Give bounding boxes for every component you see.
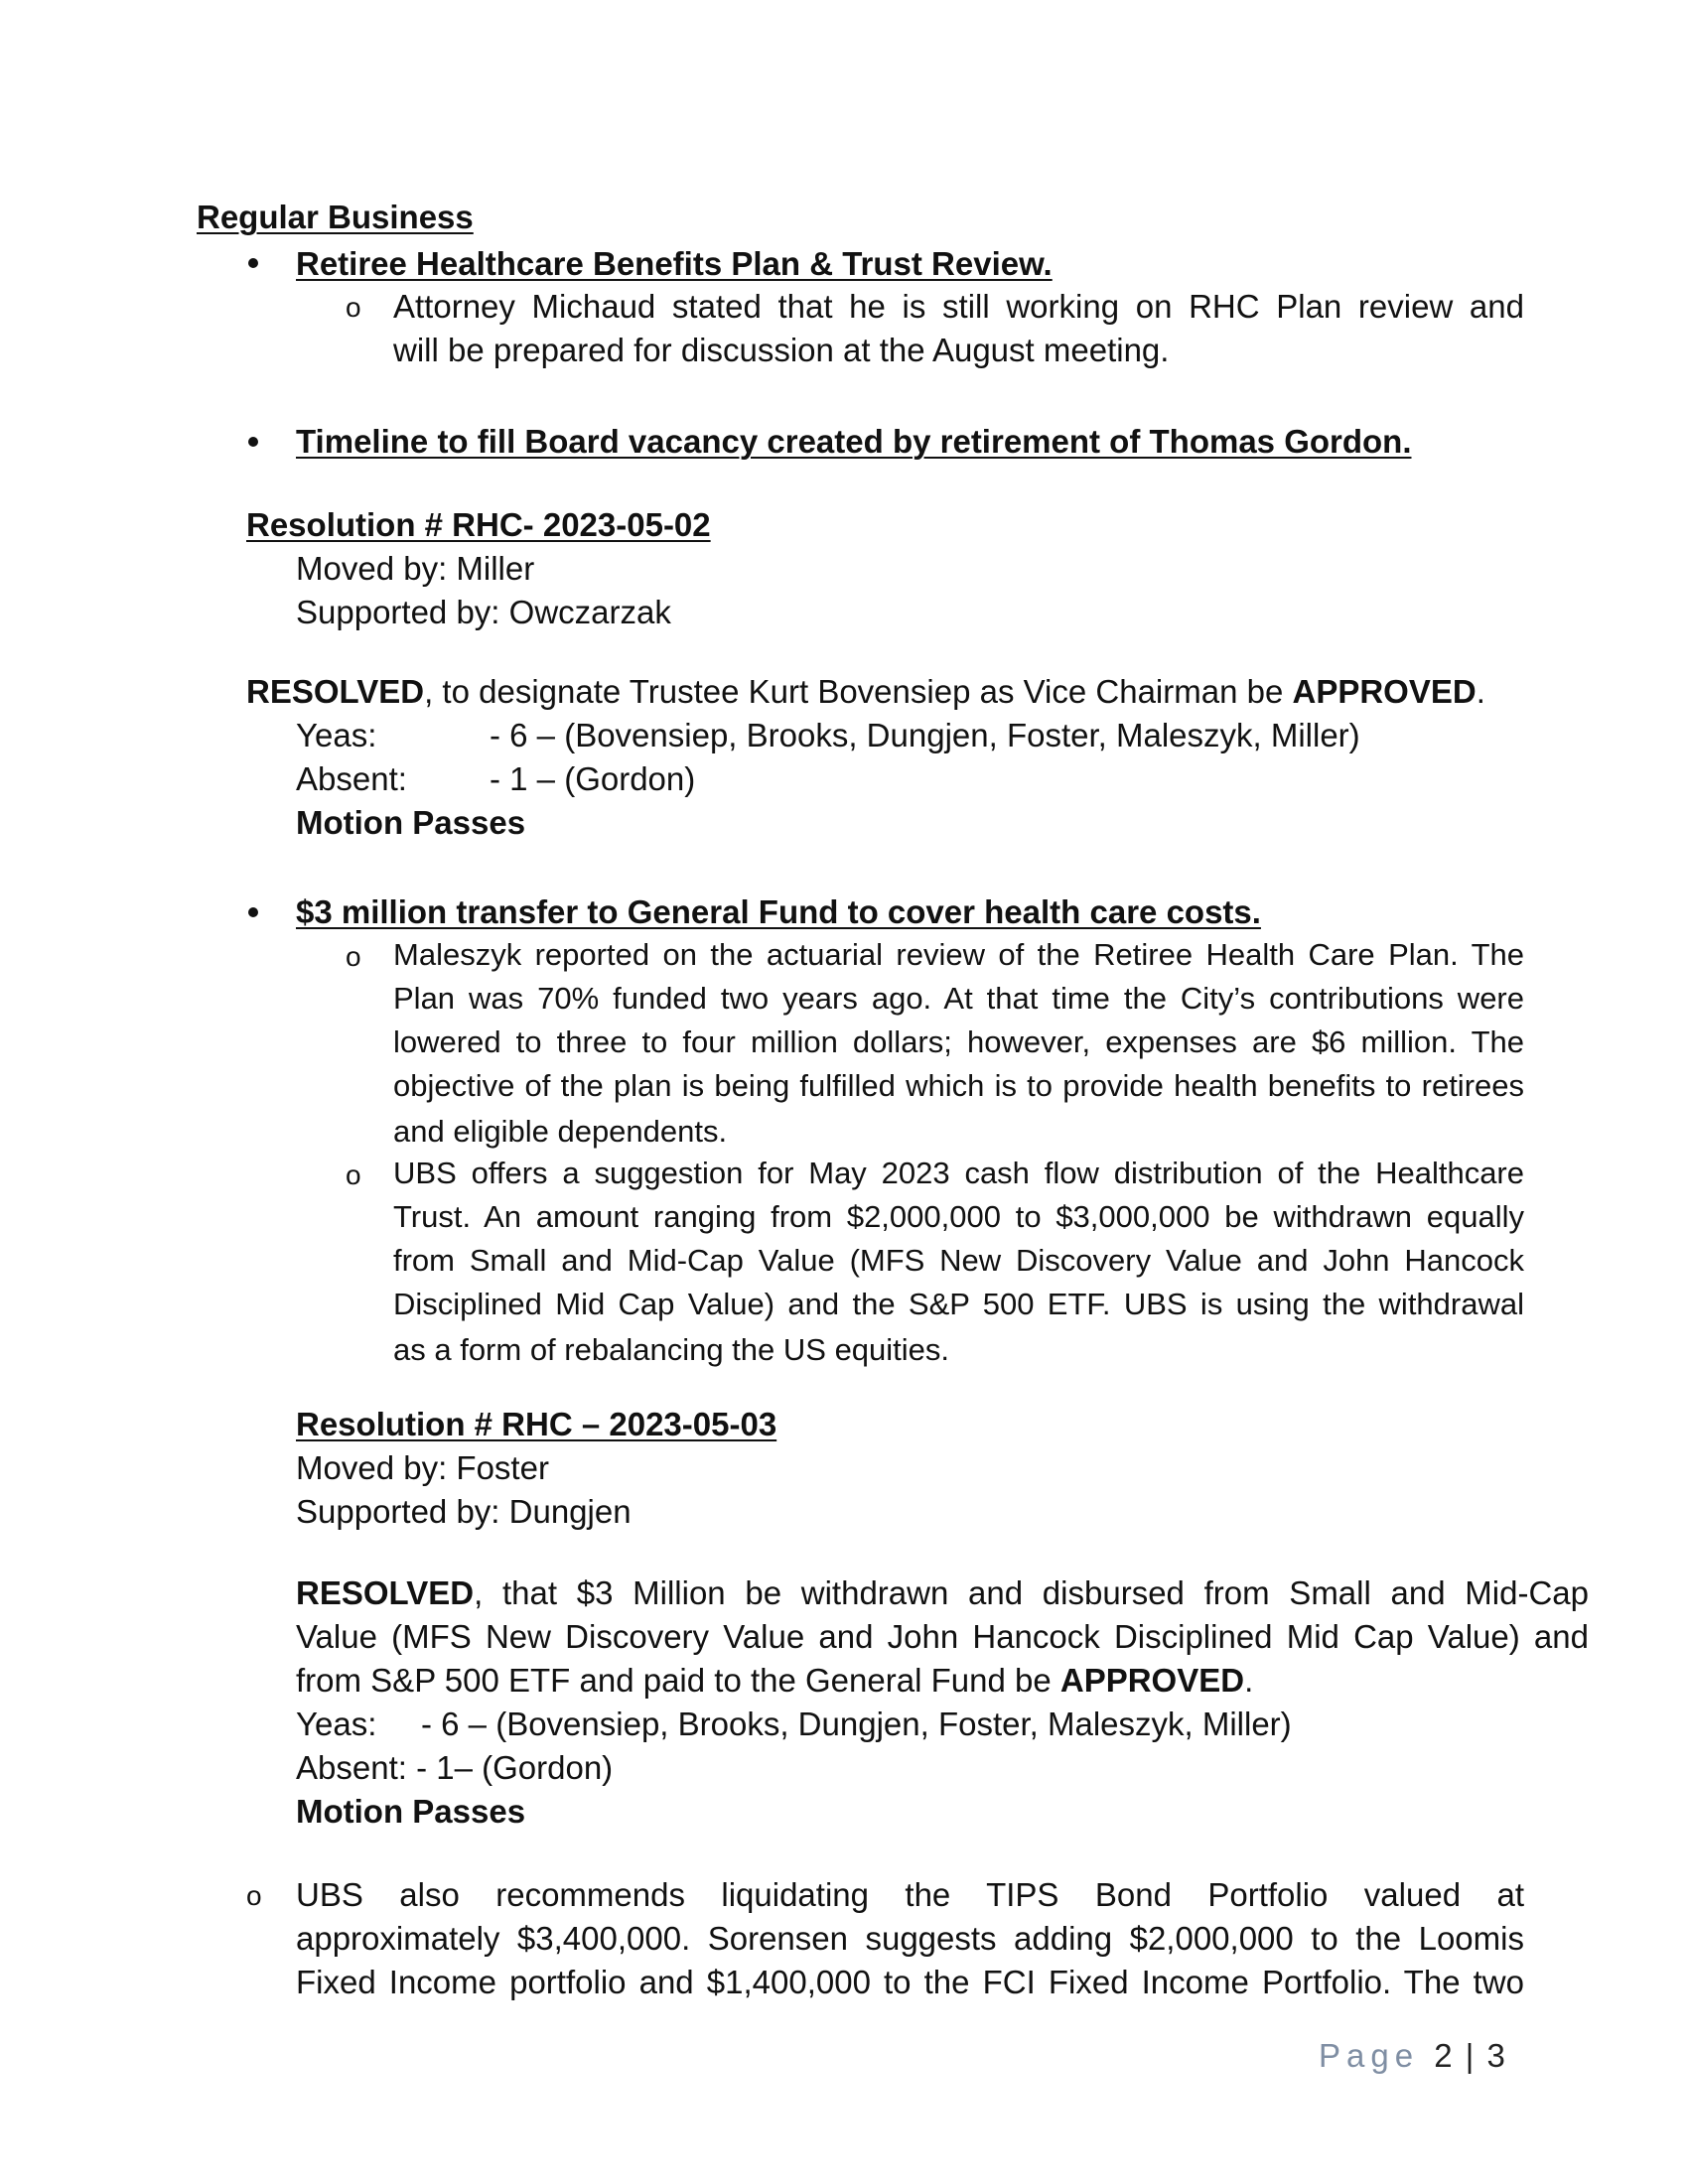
item-title-transfer: $3 million transfer to General Fund to cover health care costs.	[296, 893, 1261, 930]
moved-by: Moved by: Miller	[296, 550, 535, 587]
page-number: 2 | 3	[1434, 2037, 1507, 2074]
resolved-statement-line: Value (MFS New Discovery Value and John Hancock Disciplined Mid Cap Value) and	[296, 1618, 1589, 1655]
absent-value: - 1 – (Gordon)	[490, 760, 696, 797]
bullet-icon	[248, 907, 258, 917]
absent-label: Absent:	[296, 1749, 407, 1786]
paragraph-line: approximately $3,400,000. Sorensen suggests adding $2,000,000 to the Loomis	[296, 1920, 1524, 1957]
resolved-keyword: RESOLVED	[246, 673, 425, 710]
absent-line	[296, 1751, 613, 1784]
yeas-label: Yeas:	[296, 717, 377, 753]
paragraph-ubs-suggestion	[393, 1158, 1524, 1376]
paragraph-line: objective of the plan is being fulfilled which is to provide health benefits to retirees	[393, 1068, 1524, 1103]
supported-by: Supported by: Owczarzak	[296, 594, 671, 630]
resolution-number: Resolution # RHC – 2023-05-03	[296, 1406, 777, 1442]
resolved-statement-line	[296, 1576, 1589, 1609]
resolved-end: .	[1244, 1662, 1254, 1699]
paragraph-line: Trust. An amount ranging from $2,000,000 to $3,000,000 be withdrawn equally	[393, 1199, 1524, 1234]
paragraph-line: as a form of rebalancing the US equities.	[393, 1332, 950, 1367]
approved-keyword: APPROVED	[1292, 673, 1477, 710]
item-title-rhc-review: Retiree Healthcare Benefits Plan & Trust Review.	[296, 245, 1053, 282]
yeas-value: - 6 – (Bovensiep, Brooks, Dungjen, Foster, Maleszyk, Miller)	[421, 1706, 1292, 1742]
page-footer	[1319, 2037, 1507, 2075]
yeas-value: - 6 – (Bovensiep, Brooks, Dungjen, Foster, Maleszyk, Miller)	[490, 717, 1360, 753]
motion-result: Motion Passes	[296, 804, 526, 841]
paragraph-actuarial	[393, 939, 1524, 1158]
absent-value: - 1– (Gordon)	[416, 1749, 614, 1786]
resolved-text: , that $3 Million be withdrawn and disbursed from Small and Mid-Cap	[474, 1574, 1589, 1611]
sub-bullet-icon: o	[346, 1160, 361, 1190]
resolved-statement-line	[296, 1664, 1253, 1697]
absent-label: Absent:	[296, 760, 407, 797]
resolved-end: .	[1476, 673, 1485, 710]
bullet-icon	[248, 437, 258, 447]
resolved-text: , to designate Trustee Kurt Bovensiep as Vice Chairman be	[424, 673, 1293, 710]
paragraph-line: UBS also recommends liquidating the TIPS Bond Portfolio valued at	[296, 1876, 1524, 1913]
page-word: Page	[1319, 2037, 1420, 2074]
paragraph-line: and eligible dependents.	[393, 1114, 728, 1149]
paragraph-line: lowered to three to four million dollars; however, expenses are $6 million. The	[393, 1024, 1524, 1059]
motion-result: Motion Passes	[296, 1793, 526, 1830]
sub-bullet-icon: o	[346, 292, 361, 323]
paragraph-line: Fixed Income portfolio and $1,400,000 to the FCI Fixed Income Portfolio. The two	[296, 1964, 1524, 2000]
paragraph-line: from Small and Mid-Cap Value (MFS New Discovery Value and John Hancock	[393, 1243, 1524, 1278]
item-title-board-vacancy: Timeline to fill Board vacancy created by retirement of Thomas Gordon.	[296, 423, 1412, 460]
paragraph-line: Maleszyk reported on the actuarial review of the Retiree Health Care Plan. The	[393, 937, 1524, 972]
resolved-statement	[246, 675, 1485, 708]
supported-by: Supported by: Dungjen	[296, 1493, 632, 1530]
paragraph-line: Attorney Michaud stated that he is still working on RHC Plan review and	[393, 288, 1524, 325]
resolution-number: Resolution # RHC- 2023-05-02	[246, 506, 711, 543]
resolved-keyword: RESOLVED	[296, 1574, 475, 1611]
moved-by: Moved by: Foster	[296, 1449, 549, 1486]
paragraph-line: Disciplined Mid Cap Value) and the S&P 500 ETF. UBS is using the withdrawal	[393, 1287, 1524, 1321]
paragraph-line: will be prepared for discussion at the August meeting.	[393, 332, 1170, 368]
section-heading: Regular Business	[197, 199, 474, 235]
sub-bullet-icon: o	[346, 941, 361, 972]
resolved-text: from S&P 500 ETF and paid to the General Fund be	[296, 1662, 1060, 1699]
bullet-icon	[248, 258, 258, 268]
sub-bullet-icon: o	[246, 1880, 262, 1911]
approved-keyword: APPROVED	[1059, 1662, 1245, 1699]
paragraph-line: Plan was 70% funded two years ago. At that time the City’s contributions were	[393, 981, 1524, 1016]
paragraph-line: UBS offers a suggestion for May 2023 cash flow distribution of the Healthcare	[393, 1156, 1524, 1190]
yeas-label: Yeas:	[296, 1706, 377, 1742]
